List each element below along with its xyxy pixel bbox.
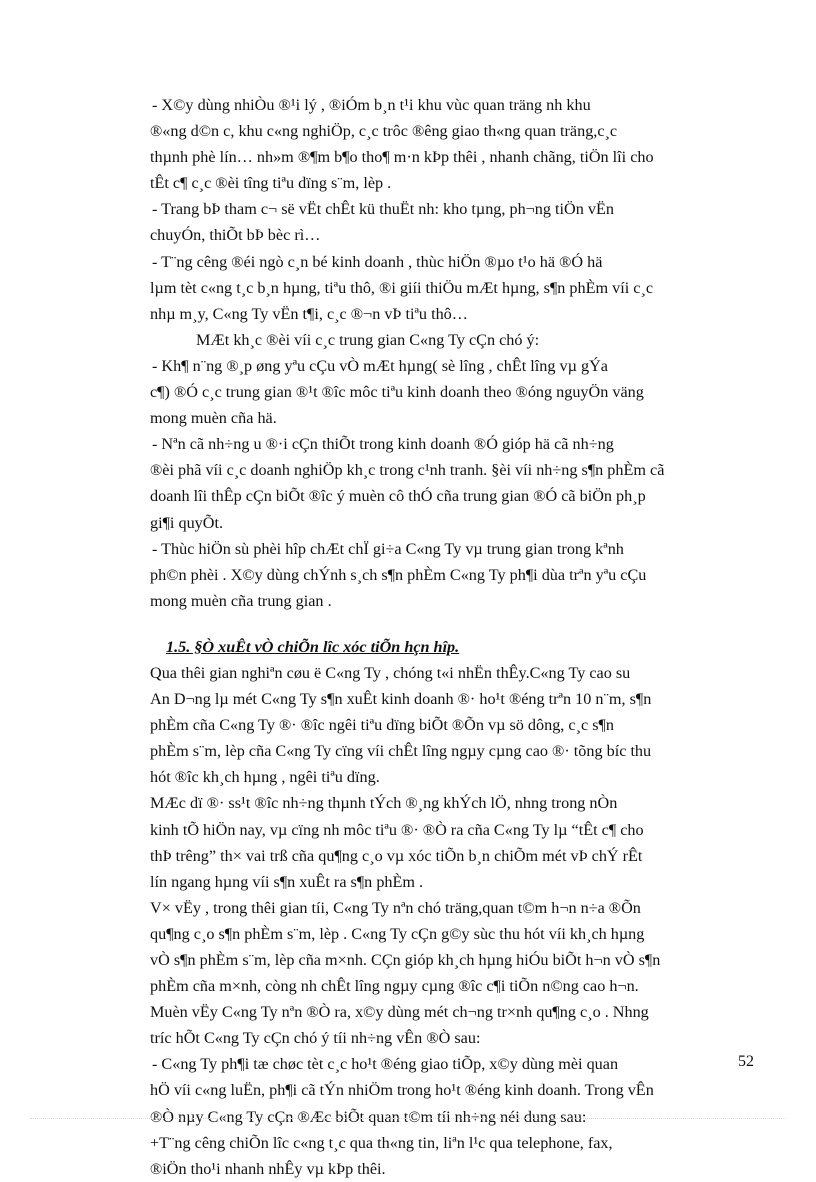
text-line: MÆt kh¸c ®èi víi c¸c trung gian C«ng Ty cÇn chó ý: xyxy=(196,330,540,349)
text-line: V× vËy , trong thêi gian tíi, C«ng Ty nªn chó träng,quan t©m h¬n n÷a ®Õn xyxy=(150,898,641,917)
text-line: Qua thêi gian nghiªn cøu ë C«ng Ty , chóng t«i nhËn thÊy.C«ng Ty cao su xyxy=(150,663,631,682)
text-line: vÒ s¶n phÈm s¨m, lèp cña m×nh. CÇn gióp kh¸ch hµng hiÓu biÕt h¬n vÒ s¶n xyxy=(150,951,661,969)
text-line: lµm tèt c«ng t¸c b¸n hµng, tiªu thô, ®i giíi thiÖu mÆt hµng, s¶n phÈm víi c¸c xyxy=(150,278,654,297)
text-line: MÆc dï ®· ss¹t ®îc nh÷ng thµnh tÝch ®¸ng khÝch lÖ, nhng trong nÒn xyxy=(150,794,618,813)
text-line: hót ®îc kh¸ch hµng , ngêi tiªu dïng. xyxy=(150,768,380,787)
text-line: qu¶ng c¸o s¶n phÈm s¨m, lèp . C«ng Ty cÇn g©y sùc thu hót víi kh¸ch hµng xyxy=(150,924,645,943)
text-line: - T¨ng cêng ®éi ngò c¸n bé kinh doanh , thùc hiÖn ®µo t¹o hä ®Ó hä xyxy=(152,252,603,271)
text-line: phÈm cña C«ng Ty ®· ®îc ngêi tiªu dïng biÕt ®Õn vµ sö dông, c¸c s¶n xyxy=(150,716,614,735)
body-text xyxy=(150,92,768,1182)
text-line: thµnh phè lín… nh»m ®¶m b¶o tho¶ m·n kÞp thêi , nhanh chãng, tiÖn lîi cho xyxy=(150,148,654,167)
text-line: - Kh¶ n¨ng ®¸p øng yªu cÇu vÒ mÆt hµng( sè lîng , chÊt lîng vµ gÝa xyxy=(152,356,608,375)
text-line: ®èi phã víi c¸c doanh nghiÖp kh¸c trong c¹nh tranh. §èi víi nh÷ng s¶n phÈm cã xyxy=(150,461,665,480)
footer-divider xyxy=(30,1118,786,1119)
text-line: An D¬ng lµ mét C«ng Ty s¶n xuÊt kinh doanh ®· ho¹t ®éng trªn 10 n¨m, s¶n xyxy=(150,690,652,709)
text-line: mong muèn cña hä. xyxy=(150,409,277,428)
text-line: tÊt c¶ c¸c ®èi tîng tiªu dïng s¨m, lèp . xyxy=(150,174,392,193)
text-line: phÈm s¨m, lèp cña C«ng Ty cïng víi chÊt lîng ngµy cµng cao ®· tõng bíc thu xyxy=(150,742,652,761)
text-line: Muèn vËy C«ng Ty nªn ®Ò ra, x©y dùng mét ch¬ng tr×nh qu¶ng c¸o . Nhng xyxy=(150,1003,649,1022)
text-line: nhµ m¸y, C«ng Ty vËn t¶i, c¸c ®¬n vÞ tiªu thô… xyxy=(150,304,468,323)
text-line: chuyÓn, thiÕt bÞ bèc rì… xyxy=(150,226,321,245)
text-line: - X©y dùng nhiÒu ®¹i lý , ®iÓm b¸n t¹i khu vùc quan träng nh khu xyxy=(152,96,591,114)
text-line: phÈm cña m×nh, còng nh chÊt lîng ngµy cµng ®îc c¶i tiÕn n©ng cao h¬n. xyxy=(150,977,639,996)
text-line: hÖ víi c«ng luËn, ph¶i cã tÝn nhiÖm trong ho¹t ®éng kinh doanh. Trong vÊn xyxy=(150,1081,654,1100)
text-line: - Thùc hiÖn sù phèi hîp chÆt chÏ gi÷a C«ng Ty vµ trung gian trong kªnh xyxy=(152,539,624,558)
text-line: doanh lîi thÊp cÇn biÕt ®îc ý muèn cô thÓ cña trung gian ®Ó cã biÖn ph¸p xyxy=(150,487,646,506)
text-line: ®iÖn tho¹i nhanh nhÊy vµ kÞp thêi. xyxy=(150,1159,386,1178)
text-line: ®Ò nµy C«ng Ty cÇn ®Æc biÕt quan t©m tíi nh÷ng néi dung sau: xyxy=(150,1107,587,1126)
page-number: 52 xyxy=(738,1053,754,1070)
text-line: kinh tÕ hiÖn nay, vµ cïng nh môc tiªu ®· ®Ò ra cña C«ng Ty lµ “tÊt c¶ cho xyxy=(150,820,644,839)
text-line: +T¨ng cêng chiÕn lîc c«ng t¸c qua th«ng tin, liªn l¹c qua telephone, fax, xyxy=(150,1133,613,1152)
text-line: lín ngang hµng víi s¶n xuÊt ra s¶n phÈm . xyxy=(150,872,424,891)
text-line: ph©n phèi . X©y dùng chÝnh s¸ch s¶n phÈm C«ng Ty ph¶i dùa trªn yªu cÇu xyxy=(150,565,647,584)
text-line: - Trang bÞ tham c¬ së vËt chÊt kü thuËt nh: kho tµng, ph¬ng tiÖn vËn xyxy=(152,200,614,219)
text-line: gi¶i quyÕt. xyxy=(150,513,223,532)
text-line: - C«ng Ty ph¶i tæ chøc tèt c¸c ho¹t ®éng giao tiÕp, x©y dùng mèi quan xyxy=(152,1055,619,1074)
text-line: - Nªn cã nh÷ng u ®·i cÇn thiÕt trong kinh doanh ®Ó gióp hä cã nh÷ng xyxy=(152,435,614,454)
text-line: tríc hÕt C«ng Ty cÇn chó ý tíi nh÷ng vÊn ®Ò sau: xyxy=(150,1029,481,1048)
text-line: thÞ trêng” th× vai trß cña qu¶ng c¸o vµ xóc tiÕn b¸n chiÕm mét vÞ chÝ rÊt xyxy=(150,846,643,865)
text-line: mong muèn cña trung gian . xyxy=(150,591,332,610)
text-line: c¶) ®Ó c¸c trung gian ®¹t ®îc môc tiªu kinh doanh theo ®óng nguyÖn väng xyxy=(150,383,644,402)
section-heading: 1.5. §Ò xuÊt vÒ chiÕn lîc xóc tiÕn hçn hîp. xyxy=(166,637,460,656)
text-line: ®«ng d©n c, khu c«ng nghiÖp, c¸c trôc ®êng giao th«ng quan träng,c¸c xyxy=(150,122,618,141)
